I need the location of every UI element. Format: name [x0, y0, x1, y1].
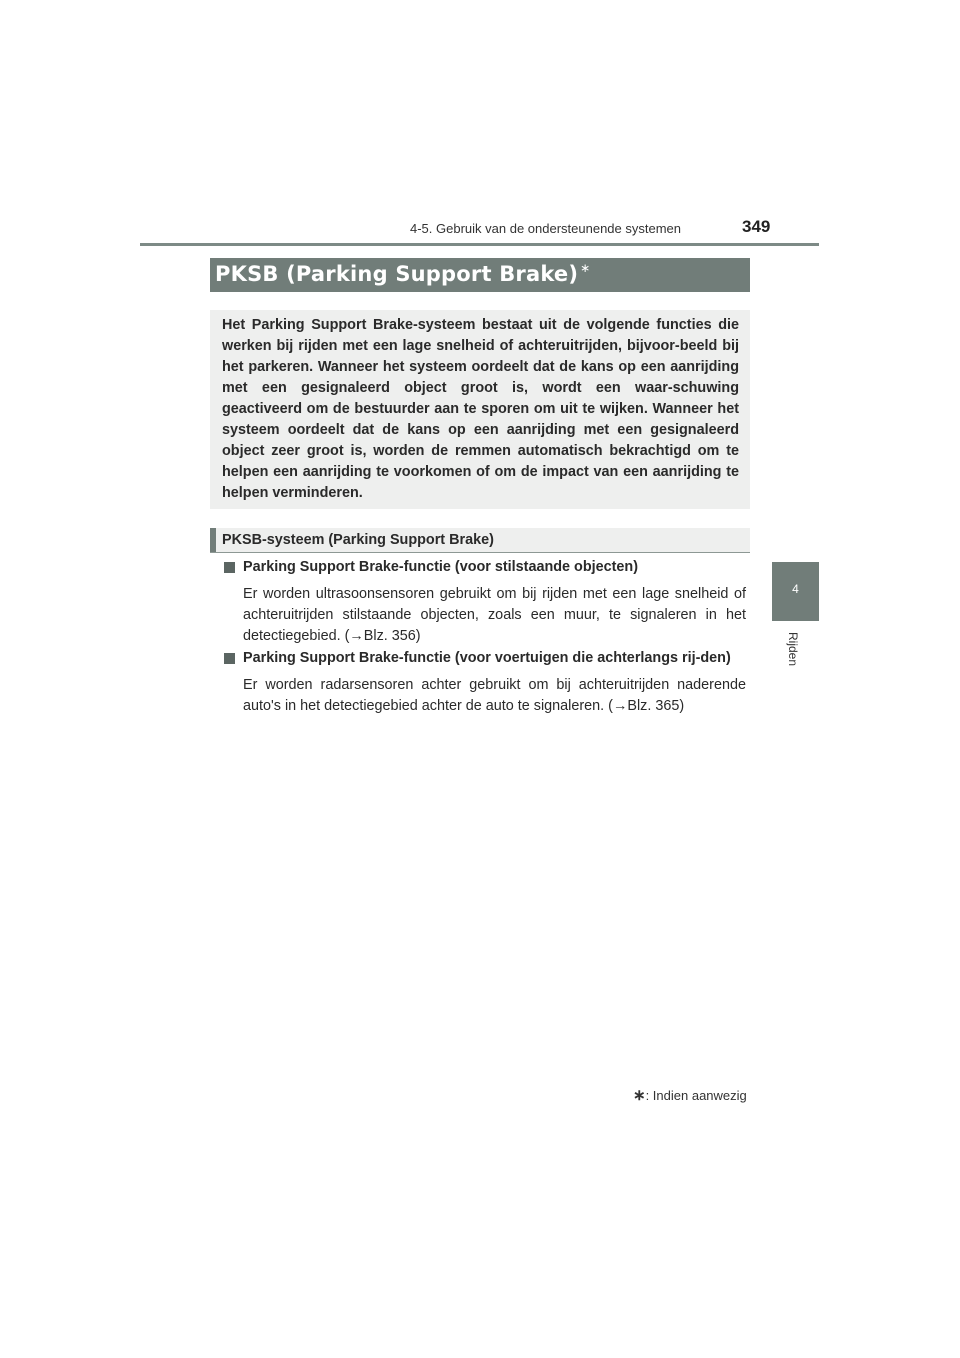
page-title-text: PKSB (Parking Support Brake) — [215, 262, 579, 286]
item-heading — [224, 648, 746, 669]
list-item — [224, 557, 746, 647]
section-title: 4-5. Gebruik van de ondersteunende systemen — [410, 221, 682, 236]
footnote-text: : Indien aanwezig — [645, 1088, 747, 1103]
item-heading — [224, 557, 746, 578]
item-body: Er worden radarsensoren achter gebruikt om bij achteruitrijden naderende auto's in het detectiegebied achter de auto te signaleren. (→Blz. 365) — [243, 677, 746, 714]
chapter-tab — [772, 562, 819, 621]
list-item — [224, 648, 746, 717]
header-divider — [140, 243, 819, 246]
page-title — [215, 262, 590, 286]
subheading-accent — [210, 528, 216, 552]
chapter-number: 4 — [792, 582, 799, 596]
intro-text: Het Parking Support Brake-systeem bestaat uit de volgende functies die werken bij rijden met een lage snelheid of achteruitrijden, bijvoor-beeld bij het parkeren. Wanneer het systeem oordeelt dat de kans op een aanrijding met een gesignaleerd object groot is, wordt een waar-schuwing geactiveerd om de bestuurder aan te sporen om uit te wijken. Wanneer het systeem oordeelt dat de kans op een aanrijding met een gesignaleerd object zeer groot is, worden de remmen automatisch bekrachtigd om te helpen een aanrijding te voorkomen of om de impact van een aanrijding te helpen verminderen. — [222, 317, 739, 501]
page-number: 349 — [742, 217, 771, 236]
footnote — [633, 1086, 747, 1104]
item-body: Er worden ultrasoonsensoren gebruikt om bij rijden met een lage snelheid of achteruitrijden stilstaande objecten, zoals een muur, te signaleren in het detectiegebied. (→Blz. 356) — [243, 586, 746, 644]
intro-box — [210, 310, 750, 509]
item-heading-text: Parking Support Brake-functie (voor stilstaande objecten) — [243, 559, 639, 575]
page-title-bar — [210, 258, 750, 292]
item-heading-text: Parking Support Brake-functie (voor voertuigen die achterlangs rij-den) — [243, 650, 731, 666]
asterisk-icon: ∗ — [633, 1087, 646, 1104]
subheading-bar — [210, 528, 750, 553]
chapter-label: Rijden — [786, 632, 800, 667]
square-bullet-icon — [224, 562, 235, 573]
asterisk-icon: ∗ — [580, 261, 591, 275]
subheading: PKSB-systeem (Parking Support Brake) — [222, 532, 494, 548]
square-bullet-icon — [224, 653, 235, 664]
